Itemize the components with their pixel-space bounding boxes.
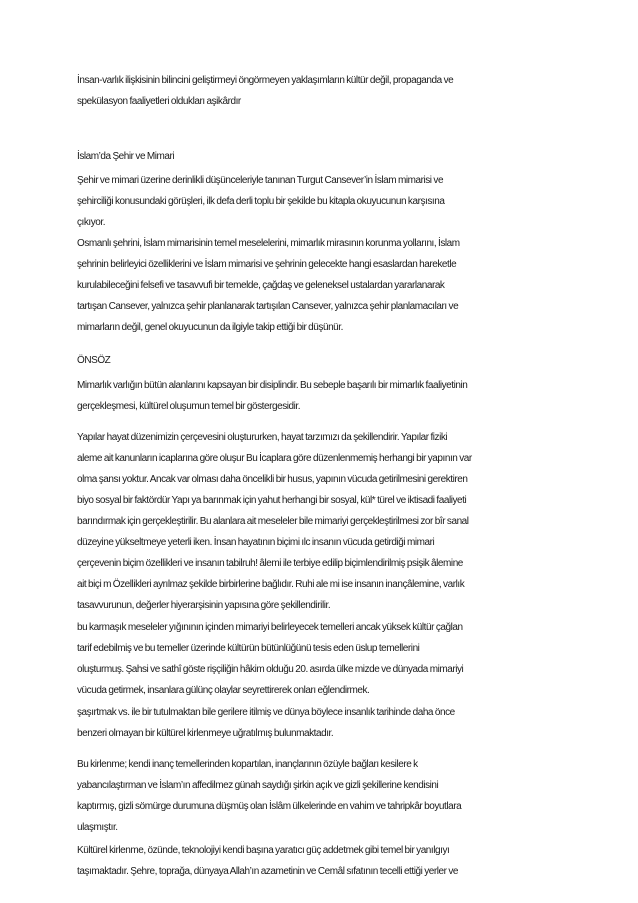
text-line: şehrinin belirleyici özelliklerini ve İslam mimarisi ve şehrinin gelecekte hangi esaslardan hareketle (77, 259, 457, 270)
onsoz-title: ÖNSÖZ (77, 355, 111, 366)
text-line: kurulabileceğini felsefi ve tasavvufi bir temelde, çağdaş ve geleneksel ustalardan yararlanarak (77, 280, 445, 291)
text-line: benzeri olmayan bir kültürel kirlenmeye uğratılmış bulunmaktadır. (77, 728, 334, 739)
onsoz-paragraph-1 (77, 375, 567, 417)
text-line: çıkıyor. (77, 217, 106, 228)
text-line: Bu kirlenme; kendi inanç temellerinden kopartılan, inançlarının özüyle bağları kesilere k (77, 759, 418, 770)
text-line: ait biçi m Özellikleri ayrılmaz şekilde birbirlerine bağlıdır. Ruhi ale mi ise insanın inançâlemine, varlık (77, 579, 465, 590)
text-line: mimarların değil, genel okuyucunun da ilgiyle takip ettiği bir düşünür. (77, 322, 343, 333)
section-title: İslam’da Şehir ve Mimari (77, 151, 175, 162)
text-line: taşımaktadır. Şehre, toprağa, dünyaya Allah’ın azametinin ve Cemâl sıfatının tecelli ettiği yerler ve (77, 866, 458, 877)
section-heading (77, 146, 567, 167)
text-line: oluşturmuş. Şahsi ve sathî göste rişçiliğin hâkim olduğu 20. asırda ülke mizde ve dünyada mimariyi (77, 664, 464, 675)
text-line: Şehir ve mimari üzerine derinlikli düşünceleriyle tanınan Turgut Cansever’in İslam mimarisi ve (77, 175, 444, 186)
text-line: tarif edebilmiş ve bu temeller üzerinde kültürün bütünlüğünü tesis eden üslup temellerini (77, 643, 420, 654)
text-line: spekülasyon faaliyetleri oldukları aşikârdır (77, 96, 241, 107)
onsoz-heading (77, 350, 567, 371)
text-line: aleme ait kanunların icaplarına göre oluşur Bu İcaplara göre düzenlenmemiş herhangi bir yapının var (77, 453, 472, 464)
text-line: düzeyine yükseltmeye yeterli iken. İnsan hayatının biçimi ılc insanın vücuda getirdiği mimari (77, 537, 435, 548)
text-line: şehirciliği konusundaki görüşleri, ilk defa derli toplu bir şekilde bu kitapla okuyucunun karşısına (77, 196, 445, 207)
text-line: vücuda getirmek, insanlara gülünç olaylar seyrettirerek onları eğlendirmek. (77, 685, 370, 696)
onsoz-paragraph-2 (77, 427, 567, 616)
text-line: Osmanlı şehrini, İslam mimarisinin temel meselelerini, mimarlık mirasının korunma yollarını, İslam (77, 238, 460, 249)
text-line: gerçekleşmesi, kültürel oluşumun temel bir göstergesidir. (77, 401, 301, 412)
text-line: bu karmaşık meseleler yığınının içinden mimariyi belirleyecek temelleri ancak yüksek kültür çağlan (77, 622, 463, 633)
text-line: Kültürel kirlenme, özünde, teknolojiyi kendi başına yaratıcı güç addetmek gibi temel bir yanılgıyı (77, 845, 450, 856)
onsoz-paragraph-6 (77, 840, 567, 882)
text-line: Mimarlık varlığın bütün alanlarını kapsayan bir disiplindir. Bu sebeple başarılı bir mimarlık faaliyetinin (77, 380, 468, 391)
text-line: İnsan-varlık ilişkisinin bilincini geliştirmeyi öngörmeyen yaklaşımların kültür değil, propaganda ve (77, 75, 454, 86)
section-paragraph-2 (77, 233, 567, 338)
text-line: tasavvurunun, değerler hiyerarşisinin yapısına göre şekillendirilir. (77, 600, 331, 611)
section-paragraph-1 (77, 170, 567, 233)
text-line: ulaşmıştır. (77, 822, 118, 833)
onsoz-paragraph-5 (77, 754, 567, 838)
onsoz-paragraph-4 (77, 702, 567, 744)
text-line: biyo sosyal bir faktördür Yapı ya barınmak için yahut herhangi bir sosyal, kül* türel ve iktisadi faaliyeti (77, 495, 467, 506)
text-line: çerçevenin biçim özellikleri ve insanın tabilruh! âlemi ile terbiye edilip biçimlendirilmiş psişik âlemine (77, 558, 463, 569)
intro-paragraph (77, 70, 567, 112)
onsoz-paragraph-3 (77, 617, 567, 701)
text-line: yabancılaştırman ve İslam’ın affedilmez günah saydığı şirkin açık ve gizli şekillerine kendisini (77, 780, 439, 791)
text-line: olma şansı yoktur. Ancak var olması daha öncelikli bir husus, yapının vücuda getirilmesini gerektiren (77, 474, 468, 485)
text-line: Yapılar hayat düzenimizin çerçevesini oluştururken, hayat tarzımızı da şekillendirir. Yapılar fiziki (77, 432, 448, 443)
text-line: kaptırmış, gizli sömürge durumuna düşmüş olan İslâm ülkelerinde en vahim ve tahripkâr boyutlara (77, 801, 462, 812)
text-line: barındırmak için gerçekleştirilir. Bu alanlara ait meseleler bile mimariyi gerçekleştirilmesi zor bîr sanal (77, 516, 469, 527)
text-line: şaşırtmak vs. ile bir tutulmaktan bile gerilere itilmiş ve dünya böylece insanlık tarihinde daha önce (77, 707, 455, 718)
text-line: tartışan Cansever, yalnızca şehir planlanarak tartışılan Cansever, yalnızca şehir planlamacıları ve (77, 301, 459, 312)
